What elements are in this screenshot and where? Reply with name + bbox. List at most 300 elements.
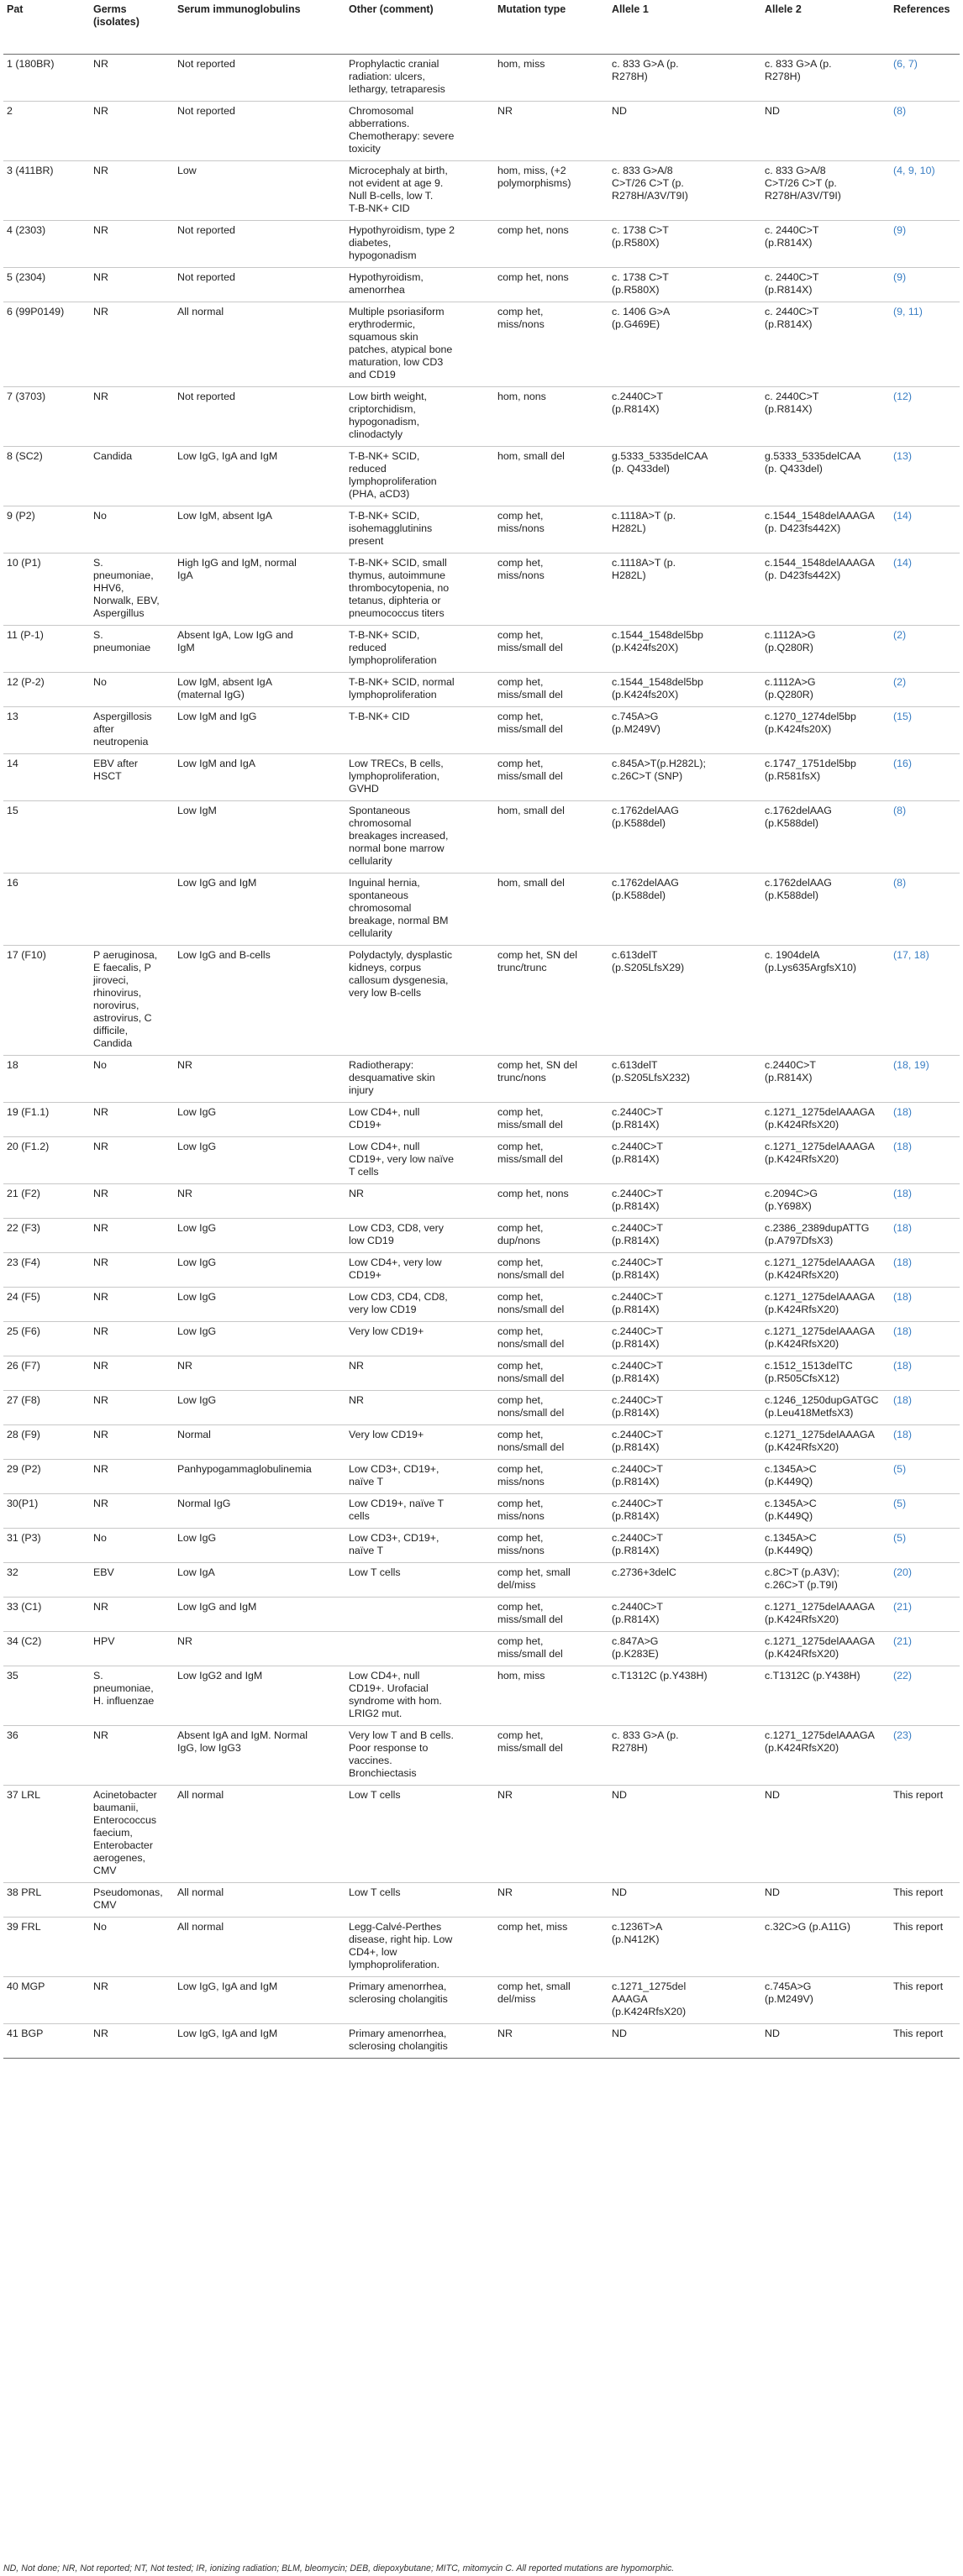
cell-germs (90, 874, 174, 946)
cell-allele-2: c.T1312C (p.Y438H) (761, 1666, 890, 1726)
cell-mutation-type: NR (494, 102, 608, 161)
cell-germs: NR (90, 1598, 174, 1632)
table-row (3, 1529, 960, 1563)
table-row (3, 387, 960, 447)
cell-germs: NR (90, 55, 174, 102)
cell-allele-2: c. 2440C>T (p.R814X) (761, 268, 890, 302)
cell-other-comment: T-B-NK+ SCID, normal lymphoproliferation (345, 673, 494, 707)
cell-allele-1: c.1762delAAG (p.K588del) (608, 801, 761, 874)
header-allele-2: Allele 2 (761, 0, 890, 55)
table-row (3, 1666, 960, 1726)
cell-allele-1: c.2440C>T (p.R814X) (608, 1322, 761, 1356)
cell-germs: NR (90, 1184, 174, 1219)
cell-allele-1: c.1236T>A (p.N412K) (608, 1918, 761, 1977)
table-row (3, 1598, 960, 1632)
cell-serum-immunoglobulins: Not reported (174, 268, 345, 302)
table-row (3, 1726, 960, 1786)
cell-other-comment: Low CD3+, CD19+, naïve T (345, 1460, 494, 1494)
cell-germs: No (90, 1529, 174, 1563)
cell-allele-1: c.2440C>T (p.R814X) (608, 1391, 761, 1425)
cell-germs: NR (90, 268, 174, 302)
cell-references: (5) (890, 1460, 960, 1494)
cell-references: (5) (890, 1529, 960, 1563)
cell-serum-immunoglobulins: Panhypogammaglobulinemia (174, 1460, 345, 1494)
cell-germs: NR (90, 1356, 174, 1391)
header-allele-1: Allele 1 (608, 0, 761, 55)
cell-references: (17, 18) (890, 946, 960, 1056)
header-pat: Pat (3, 0, 90, 55)
cell-germs: Pseudomonas, CMV (90, 1883, 174, 1918)
cell-mutation-type: hom, small del (494, 874, 608, 946)
cell-germs: No (90, 1056, 174, 1103)
cell-references: (21) (890, 1632, 960, 1666)
table-row (3, 1883, 960, 1918)
cell-allele-2: c.1270_1274del5bp (p.K424fs20X) (761, 707, 890, 754)
cell-other-comment: Prophylactic cranial radiation: ulcers, lethargy, tetraparesis (345, 55, 494, 102)
table-row (3, 1253, 960, 1288)
table-row (3, 1977, 960, 2024)
cell-serum-immunoglobulins: Low IgG (174, 1137, 345, 1184)
cell-allele-2: c.1271_1275delAAAGA (p.K424RfsX20) (761, 1726, 890, 1786)
cell-references: This report (890, 1918, 960, 1977)
table-row (3, 2024, 960, 2059)
table-row (3, 161, 960, 221)
cell-allele-1: c.847A>G (p.K283E) (608, 1632, 761, 1666)
cell-serum-immunoglobulins: Not reported (174, 387, 345, 447)
cell-mutation-type: comp het, nons (494, 268, 608, 302)
cell-mutation-type: comp het, nons (494, 221, 608, 268)
cell-pat: 32 (3, 1563, 90, 1598)
cell-allele-1: c. 1738 C>T (p.R580X) (608, 268, 761, 302)
cell-allele-1: c.1271_1275del AAAGA (p.K424RfsX20) (608, 1977, 761, 2024)
cell-allele-1: c.2440C>T (p.R814X) (608, 1288, 761, 1322)
cell-references: (12) (890, 387, 960, 447)
cell-allele-2: ND (761, 1786, 890, 1883)
cell-other-comment: Hypothyroidism, amenorrhea (345, 268, 494, 302)
cell-serum-immunoglobulins: All normal (174, 1786, 345, 1883)
cell-pat: 1 (180BR) (3, 55, 90, 102)
cell-allele-2: ND (761, 1883, 890, 1918)
table-row (3, 1219, 960, 1253)
table-row (3, 1137, 960, 1184)
cell-allele-1: g.5333_5335delCAA (p. Q433del) (608, 447, 761, 506)
cell-allele-1: c. 833 G>A/8 C>T/26 C>T (p. R278H/A3V/T9I) (608, 161, 761, 221)
cell-allele-2: c.1544_1548delAAAGA (p. D423fs442X) (761, 506, 890, 553)
cell-serum-immunoglobulins: High IgG and IgM, normal IgA (174, 553, 345, 626)
cell-germs: NR (90, 2024, 174, 2059)
cell-allele-1: c.613delT (p.S205LfsX29) (608, 946, 761, 1056)
cell-other-comment (345, 1632, 494, 1666)
cell-mutation-type: comp het, miss/nons (494, 1460, 608, 1494)
cell-allele-2: c.32C>G (p.A11G) (761, 1918, 890, 1977)
cell-pat: 10 (P1) (3, 553, 90, 626)
cell-allele-2: c.1544_1548delAAAGA (p. D423fs442X) (761, 553, 890, 626)
cell-references: (4, 9, 10) (890, 161, 960, 221)
cell-pat: 41 BGP (3, 2024, 90, 2059)
cell-serum-immunoglobulins: Low IgG, IgA and IgM (174, 447, 345, 506)
cell-serum-immunoglobulins: Low IgG2 and IgM (174, 1666, 345, 1726)
table-row (3, 302, 960, 387)
cell-references: This report (890, 1883, 960, 1918)
cell-serum-immunoglobulins: Low IgG and IgM (174, 1598, 345, 1632)
cell-references: (18) (890, 1391, 960, 1425)
cell-serum-immunoglobulins: Low (174, 161, 345, 221)
cell-references: (14) (890, 506, 960, 553)
table-footnote: ND, Not done; NR, Not reported; NT, Not tested; IR, ionizing radiation; BLM, bleomycin; DEB, diepoxybutane; MITC, mitomycin C. All reported mutations are hypomorphic. (3, 2563, 675, 2573)
cell-germs: NR (90, 161, 174, 221)
cell-serum-immunoglobulins: All normal (174, 1883, 345, 1918)
cell-references: (22) (890, 1666, 960, 1726)
cell-mutation-type: comp het, miss/small del (494, 1598, 608, 1632)
cell-allele-1: c.2440C>T (p.R814X) (608, 1356, 761, 1391)
cell-allele-2: c.2386_2389dupATTG (p.A797DfsX3) (761, 1219, 890, 1253)
cell-other-comment: Low CD3, CD4, CD8, very low CD19 (345, 1288, 494, 1322)
cell-mutation-type: comp het, nons/small del (494, 1356, 608, 1391)
table-row (3, 1494, 960, 1529)
cell-references: (15) (890, 707, 960, 754)
table-row (3, 946, 960, 1056)
cell-allele-2: c.1271_1275delAAAGA (p.K424RfsX20) (761, 1322, 890, 1356)
cell-other-comment: Low T cells (345, 1786, 494, 1883)
cell-serum-immunoglobulins: Low IgG (174, 1219, 345, 1253)
cell-allele-2: c. 2440C>T (p.R814X) (761, 302, 890, 387)
cell-other-comment: Low CD4+, very low CD19+ (345, 1253, 494, 1288)
cell-references: (18) (890, 1425, 960, 1460)
header-other-comment: Other (comment) (345, 0, 494, 55)
header-germs: Germs (isolates) (90, 0, 174, 55)
mutations-table (3, 0, 960, 2059)
cell-mutation-type: NR (494, 1883, 608, 1918)
cell-allele-1: ND (608, 2024, 761, 2059)
cell-other-comment: Legg-Calvé-Perthes disease, right hip. Low CD4+, low lymphoproliferation. (345, 1918, 494, 1977)
cell-other-comment: Very low CD19+ (345, 1425, 494, 1460)
cell-allele-1: c.2440C>T (p.R814X) (608, 1184, 761, 1219)
cell-other-comment: Radiotherapy: desquamative skin injury (345, 1056, 494, 1103)
cell-serum-immunoglobulins: Normal IgG (174, 1494, 345, 1529)
cell-germs: HPV (90, 1632, 174, 1666)
cell-other-comment: Inguinal hernia, spontaneous chromosomal breakage, normal BM cellularity (345, 874, 494, 946)
cell-references: This report (890, 2024, 960, 2059)
cell-allele-2: c.1271_1275delAAAGA (p.K424RfsX20) (761, 1425, 890, 1460)
cell-serum-immunoglobulins: NR (174, 1056, 345, 1103)
cell-other-comment: Very low CD19+ (345, 1322, 494, 1356)
cell-allele-1: c.2440C>T (p.R814X) (608, 1137, 761, 1184)
cell-serum-immunoglobulins: Low IgM, absent IgA (maternal IgG) (174, 673, 345, 707)
cell-allele-2: c.1271_1275delAAAGA (p.K424RfsX20) (761, 1288, 890, 1322)
cell-serum-immunoglobulins: Low IgG (174, 1322, 345, 1356)
cell-mutation-type: hom, miss, (+2 polymorphisms) (494, 161, 608, 221)
cell-germs: NR (90, 221, 174, 268)
cell-mutation-type: comp het, miss/nons (494, 553, 608, 626)
cell-pat: 23 (F4) (3, 1253, 90, 1288)
cell-allele-1: c.745A>G (p.M249V) (608, 707, 761, 754)
cell-allele-1: c.2440C>T (p.R814X) (608, 1103, 761, 1137)
cell-germs: NR (90, 1219, 174, 1253)
cell-mutation-type: comp het, small del/miss (494, 1563, 608, 1598)
cell-germs: NR (90, 1288, 174, 1322)
cell-other-comment: Low TRECs, B cells, lymphoproliferation, GVHD (345, 754, 494, 801)
cell-other-comment: NR (345, 1356, 494, 1391)
cell-references: (9) (890, 268, 960, 302)
cell-references: (9, 11) (890, 302, 960, 387)
cell-allele-2: c.1345A>C (p.K449Q) (761, 1494, 890, 1529)
table-row (3, 506, 960, 553)
cell-mutation-type: comp het, miss/nons (494, 506, 608, 553)
cell-other-comment: NR (345, 1184, 494, 1219)
cell-allele-2: c.1112A>G (p.Q280R) (761, 626, 890, 673)
table-row (3, 268, 960, 302)
table-row (3, 626, 960, 673)
cell-allele-2: c. 2440C>T (p.R814X) (761, 221, 890, 268)
cell-germs: P aeruginosa, E faecalis, P jiroveci, rhinovirus, norovirus, astrovirus, C difficile, Candida (90, 946, 174, 1056)
cell-germs (90, 801, 174, 874)
cell-pat: 17 (F10) (3, 946, 90, 1056)
cell-pat: 37 LRL (3, 1786, 90, 1883)
cell-germs: NR (90, 1460, 174, 1494)
cell-pat: 33 (C1) (3, 1598, 90, 1632)
table-row (3, 801, 960, 874)
cell-pat: 15 (3, 801, 90, 874)
cell-allele-2: ND (761, 102, 890, 161)
cell-mutation-type: comp het, miss/small del (494, 1137, 608, 1184)
cell-references: (18) (890, 1137, 960, 1184)
cell-other-comment: Low CD4+, null CD19+ (345, 1103, 494, 1137)
cell-pat: 24 (F5) (3, 1288, 90, 1322)
cell-serum-immunoglobulins: Not reported (174, 102, 345, 161)
header-serum-immunoglobulins: Serum immunoglobulins (174, 0, 345, 55)
cell-pat: 21 (F2) (3, 1184, 90, 1219)
cell-germs: NR (90, 1425, 174, 1460)
cell-allele-1: c.2736+3delC (608, 1563, 761, 1598)
cell-germs: NR (90, 1322, 174, 1356)
cell-allele-1: ND (608, 102, 761, 161)
cell-mutation-type: comp het, miss/small del (494, 707, 608, 754)
cell-other-comment: Low CD19+, naïve T cells (345, 1494, 494, 1529)
cell-serum-immunoglobulins: Low IgM (174, 801, 345, 874)
cell-pat: 27 (F8) (3, 1391, 90, 1425)
cell-serum-immunoglobulins: Absent IgA, Low IgG and IgM (174, 626, 345, 673)
table-row (3, 447, 960, 506)
cell-other-comment (345, 1598, 494, 1632)
cell-pat: 29 (P2) (3, 1460, 90, 1494)
cell-mutation-type: comp het, miss/small del (494, 1726, 608, 1786)
cell-other-comment: T-B-NK+ SCID, small thymus, autoimmune thrombocytopenia, no tetanus, diphteria or pneumococcus titers (345, 553, 494, 626)
cell-allele-2: c.1271_1275delAAAGA (p.K424RfsX20) (761, 1137, 890, 1184)
cell-other-comment: Primary amenorrhea, sclerosing cholangitis (345, 1977, 494, 2024)
cell-pat: 14 (3, 754, 90, 801)
cell-references: (2) (890, 673, 960, 707)
cell-mutation-type: hom, small del (494, 801, 608, 874)
cell-pat: 9 (P2) (3, 506, 90, 553)
cell-germs: S. pneumoniae, H. influenzae (90, 1666, 174, 1726)
cell-serum-immunoglobulins: Absent IgA and IgM. Normal IgG, low IgG3 (174, 1726, 345, 1786)
cell-mutation-type: comp het, miss/small del (494, 1632, 608, 1666)
cell-references: This report (890, 1977, 960, 2024)
cell-other-comment: T-B-NK+ SCID, reduced lymphoproliferation (PHA, aCD3) (345, 447, 494, 506)
cell-other-comment: Microcephaly at birth, not evident at age 9. Null B-cells, low T. T-B-NK+ CID (345, 161, 494, 221)
cell-mutation-type: comp het, miss/nons (494, 302, 608, 387)
cell-germs: EBV after HSCT (90, 754, 174, 801)
cell-allele-2: c.1112A>G (p.Q280R) (761, 673, 890, 707)
cell-serum-immunoglobulins: Low IgG and IgM (174, 874, 345, 946)
cell-references: (8) (890, 874, 960, 946)
cell-pat: 4 (2303) (3, 221, 90, 268)
cell-other-comment: Very low T and B cells. Poor response to vaccines. Bronchiectasis (345, 1726, 494, 1786)
cell-references: (14) (890, 553, 960, 626)
cell-allele-1: c.2440C>T (p.R814X) (608, 1529, 761, 1563)
cell-allele-2: c.1271_1275delAAAGA (p.K424RfsX20) (761, 1598, 890, 1632)
cell-serum-immunoglobulins: Normal (174, 1425, 345, 1460)
cell-allele-1: c.2440C>T (p.R814X) (608, 1494, 761, 1529)
table-row (3, 1288, 960, 1322)
cell-allele-1: c.1118A>T (p. H282L) (608, 553, 761, 626)
cell-references: (5) (890, 1494, 960, 1529)
cell-other-comment: Multiple psoriasiform erythrodermic, squamous skin patches, atypical bone maturation, low CD3 and CD19 (345, 302, 494, 387)
cell-pat: 13 (3, 707, 90, 754)
table-row (3, 707, 960, 754)
cell-serum-immunoglobulins: Low IgG (174, 1288, 345, 1322)
cell-germs: S. pneumoniae (90, 626, 174, 673)
cell-mutation-type: hom, nons (494, 387, 608, 447)
cell-references: (18) (890, 1322, 960, 1356)
cell-pat: 26 (F7) (3, 1356, 90, 1391)
cell-germs: NR (90, 1977, 174, 2024)
cell-allele-1: c.2440C>T (p.R814X) (608, 1219, 761, 1253)
cell-serum-immunoglobulins: Low IgG (174, 1529, 345, 1563)
cell-allele-2: c.1762delAAG (p.K588del) (761, 801, 890, 874)
cell-mutation-type: comp het, nons/small del (494, 1288, 608, 1322)
cell-allele-1: c. 833 G>A (p. R278H) (608, 55, 761, 102)
cell-mutation-type: comp het, nons/small del (494, 1322, 608, 1356)
table-row (3, 754, 960, 801)
cell-mutation-type: comp het, nons/small del (494, 1391, 608, 1425)
cell-allele-1: c.2440C>T (p.R814X) (608, 1598, 761, 1632)
cell-mutation-type: comp het, dup/nons (494, 1219, 608, 1253)
cell-allele-2: ND (761, 2024, 890, 2059)
table-row (3, 102, 960, 161)
cell-germs: NR (90, 1137, 174, 1184)
cell-allele-2: c.1762delAAG (p.K588del) (761, 874, 890, 946)
table-row (3, 1460, 960, 1494)
cell-allele-1: c. 1738 C>T (p.R580X) (608, 221, 761, 268)
cell-references: (18) (890, 1253, 960, 1288)
table-row (3, 1184, 960, 1219)
cell-serum-immunoglobulins: Low IgG (174, 1103, 345, 1137)
cell-references: (9) (890, 221, 960, 268)
cell-pat: 36 (3, 1726, 90, 1786)
cell-serum-immunoglobulins: Low IgM and IgA (174, 754, 345, 801)
cell-pat: 25 (F6) (3, 1322, 90, 1356)
cell-references: (18) (890, 1288, 960, 1322)
table-row (3, 1391, 960, 1425)
cell-serum-immunoglobulins: Low IgM and IgG (174, 707, 345, 754)
cell-allele-2: c.745A>G (p.M249V) (761, 1977, 890, 2024)
cell-serum-immunoglobulins: Low IgG, IgA and IgM (174, 2024, 345, 2059)
table-row (3, 1425, 960, 1460)
cell-pat: 31 (P3) (3, 1529, 90, 1563)
cell-serum-immunoglobulins: NR (174, 1356, 345, 1391)
cell-references: (18) (890, 1103, 960, 1137)
cell-other-comment: Primary amenorrhea, sclerosing cholangitis (345, 2024, 494, 2059)
cell-germs: NR (90, 102, 174, 161)
cell-references: (6, 7) (890, 55, 960, 102)
cell-pat: 38 PRL (3, 1883, 90, 1918)
cell-pat: 8 (SC2) (3, 447, 90, 506)
cell-serum-immunoglobulins: Low IgM, absent IgA (174, 506, 345, 553)
cell-germs: S. pneumoniae, HHV6, Norwalk, EBV, Aspergillus (90, 553, 174, 626)
table-header-row (3, 0, 960, 55)
cell-allele-2: c.2440C>T (p.R814X) (761, 1056, 890, 1103)
cell-germs: Aspergillosis after neutropenia (90, 707, 174, 754)
cell-other-comment: Hypothyroidism, type 2 diabetes, hypogonadism (345, 221, 494, 268)
header-references: References (890, 0, 960, 55)
cell-pat: 22 (F3) (3, 1219, 90, 1253)
cell-other-comment: T-B-NK+ CID (345, 707, 494, 754)
cell-serum-immunoglobulins: Low IgG and B-cells (174, 946, 345, 1056)
cell-mutation-type: hom, small del (494, 447, 608, 506)
cell-germs: NR (90, 1726, 174, 1786)
cell-allele-2: c.1271_1275delAAAGA (p.K424RfsX20) (761, 1632, 890, 1666)
cell-mutation-type: comp het, nons/small del (494, 1253, 608, 1288)
cell-pat: 30(P1) (3, 1494, 90, 1529)
cell-mutation-type: comp het, SN del trunc/nons (494, 1056, 608, 1103)
cell-pat: 16 (3, 874, 90, 946)
cell-germs: No (90, 506, 174, 553)
cell-germs: NR (90, 1391, 174, 1425)
cell-allele-1: ND (608, 1883, 761, 1918)
cell-serum-immunoglobulins: All normal (174, 302, 345, 387)
cell-other-comment: Chromosomal abberrations. Chemotherapy: severe toxicity (345, 102, 494, 161)
cell-references: (18) (890, 1219, 960, 1253)
cell-other-comment: Low birth weight, criptorchidism, hypogonadism, clinodactyly (345, 387, 494, 447)
cell-other-comment: T-B-NK+ SCID, reduced lymphoproliferation (345, 626, 494, 673)
cell-other-comment: Low CD3, CD8, very low CD19 (345, 1219, 494, 1253)
table-row (3, 221, 960, 268)
cell-pat: 39 FRL (3, 1918, 90, 1977)
cell-pat: 28 (F9) (3, 1425, 90, 1460)
table-row (3, 55, 960, 102)
cell-germs: NR (90, 387, 174, 447)
cell-mutation-type: NR (494, 1786, 608, 1883)
cell-allele-2: c.1246_1250dupGATGC (p.Leu418MetfsX3) (761, 1391, 890, 1425)
cell-other-comment: Low CD4+, null CD19+, very low naïve T cells (345, 1137, 494, 1184)
cell-other-comment: Polydactyly, dysplastic kidneys, corpus callosum dysgenesia, very low B-cells (345, 946, 494, 1056)
cell-pat: 19 (F1.1) (3, 1103, 90, 1137)
cell-pat: 2 (3, 102, 90, 161)
cell-allele-1: c.2440C>T (p.R814X) (608, 1425, 761, 1460)
table-row (3, 1103, 960, 1137)
cell-pat: 35 (3, 1666, 90, 1726)
cell-allele-2: c.2094C>G (p.Y698X) (761, 1184, 890, 1219)
cell-allele-2: c.1747_1751del5bp (p.R581fsX) (761, 754, 890, 801)
cell-other-comment: Low T cells (345, 1563, 494, 1598)
cell-allele-2: c. 1904delA (p.Lys635ArgfsX10) (761, 946, 890, 1056)
cell-allele-1: c. 1406 G>A (p.G469E) (608, 302, 761, 387)
cell-mutation-type: hom, miss (494, 55, 608, 102)
table-row (3, 1356, 960, 1391)
cell-serum-immunoglobulins: All normal (174, 1918, 345, 1977)
cell-allele-1: c. 833 G>A (p. R278H) (608, 1726, 761, 1786)
cell-serum-immunoglobulins: Low IgG, IgA and IgM (174, 1977, 345, 2024)
cell-allele-2: c. 833 G>A/8 C>T/26 C>T (p. R278H/A3V/T9I) (761, 161, 890, 221)
cell-allele-2: c.8C>T (p.A3V); c.26C>T (p.T9I) (761, 1563, 890, 1598)
cell-allele-1: c.1762delAAG (p.K588del) (608, 874, 761, 946)
table-row (3, 1918, 960, 1977)
cell-pat: 40 MGP (3, 1977, 90, 2024)
cell-mutation-type: comp het, nons/small del (494, 1425, 608, 1460)
cell-mutation-type: comp het, small del/miss (494, 1977, 608, 2024)
cell-germs: EBV (90, 1563, 174, 1598)
